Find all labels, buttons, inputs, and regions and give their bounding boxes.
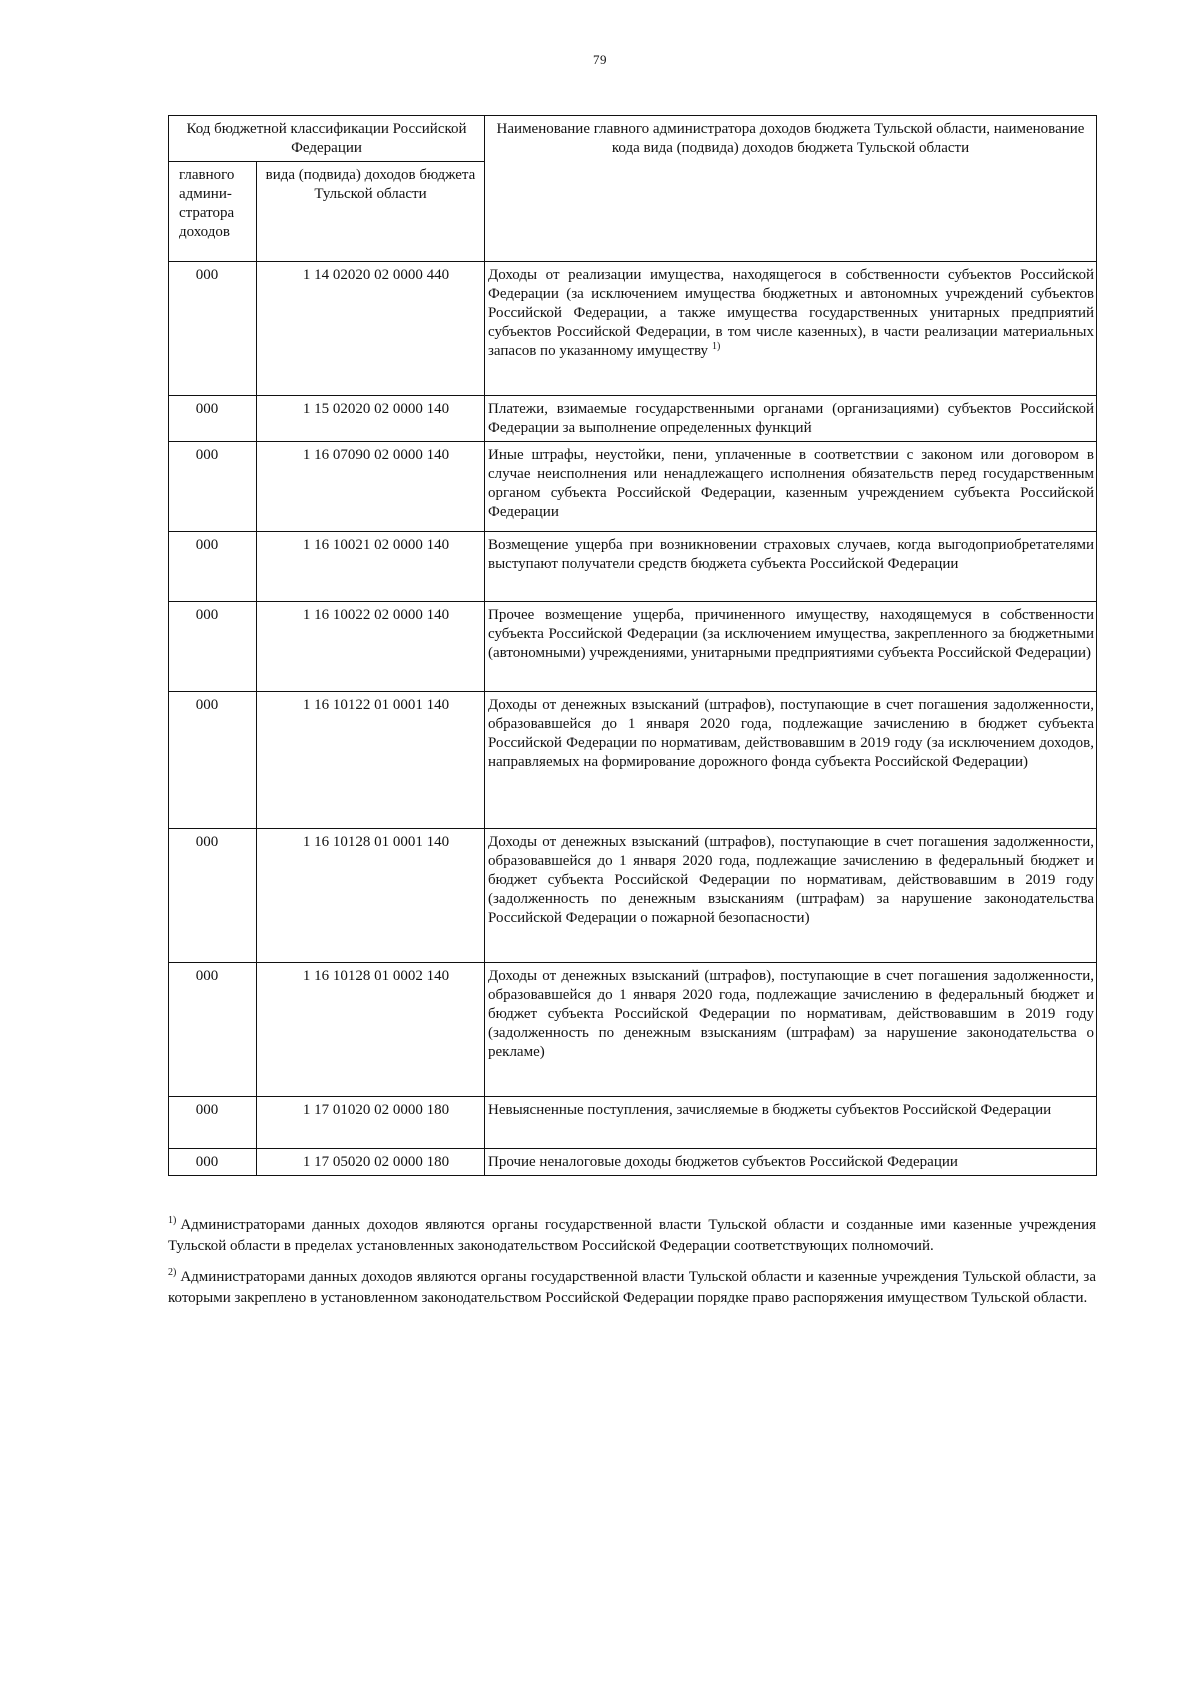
- table-row: [169, 1149, 1097, 1176]
- income-name-cell: Прочие неналоговые доходы бюджетов субъектов Российской Федерации: [485, 1149, 1097, 1176]
- income-code-cell: 1 17 05020 02 0000 180: [257, 1149, 485, 1176]
- header-income-type-code: вида (подвида) доходов бюджета Тульской области: [257, 162, 485, 262]
- admin-code-cell: 000: [169, 692, 257, 829]
- income-name-cell: [485, 262, 1097, 396]
- footnote-number: 2): [168, 1267, 177, 1278]
- admin-code-cell: 000: [169, 532, 257, 602]
- table-row: [169, 442, 1097, 532]
- table-row: [169, 963, 1097, 1097]
- admin-code-cell: 000: [169, 442, 257, 532]
- header-classification-code: Код бюджетной классификации Российской Федерации: [169, 116, 485, 162]
- table-row: [169, 1097, 1097, 1149]
- footnotes: [168, 1215, 1096, 1319]
- income-name-cell: Прочее возмещение ущерба, причиненного имуществу, находящемуся в собственности субъекта Российской Федерации (за исключением имущества, закрепленного за бюджетными (автономными) учреждениями, унитарными предприятиями субъекта Российской Федерации): [485, 602, 1097, 692]
- income-code-cell: 1 16 07090 02 0000 140: [257, 442, 485, 532]
- footnote-2: [168, 1267, 1096, 1309]
- page-number: 79: [593, 52, 607, 67]
- table-row: [169, 532, 1097, 602]
- income-name-cell: Доходы от денежных взысканий (штрафов), поступающие в счет погашения задолженности, образовавшейся до 1 января 2020 года, подлежащие зачислению в федеральный бюджет и бюджет субъекта Российской Федерации по нормативам, действовавшим в 2019 году (задолженность по денежным взысканиям (штрафам) за нарушение законодательства Российской Федерации о пожарной безопасности): [485, 829, 1097, 963]
- admin-code-cell: 000: [169, 963, 257, 1097]
- income-name-cell: Возмещение ущерба при возникновении страховых случаев, когда выгодоприобретателями выступают получатели средств бюджета субъекта Российской Федерации: [485, 532, 1097, 602]
- table-row: [169, 262, 1097, 396]
- header-main-administrator: главного админи-стратора доходов: [169, 162, 257, 262]
- income-name-cell: Невыясненные поступления, зачисляемые в бюджеты субъектов Российской Федерации: [485, 1097, 1097, 1149]
- table-row: [169, 829, 1097, 963]
- income-code-cell: 1 16 10021 02 0000 140: [257, 532, 485, 602]
- admin-code-cell: 000: [169, 396, 257, 442]
- footnote-text: Администраторами данных доходов являются органы государственной власти Тульской области и казенные учреждения Тульской области, за которыми закреплено в установленном законодательством Российской Федерации порядке право распоряжения имуществом Тульской области.: [168, 1269, 1096, 1306]
- income-name-text: Доходы от реализации имущества, находящегося в собственности субъектов Российской Федерации (за исключением имущества бюджетных и автономных учреждений субъектов Российской Федерации, а также имущества государственных унитарных предприятий субъектов Российской Федерации, в том числе казенных), в части реализации материальных запасов по указанному имуществу: [488, 267, 1094, 359]
- income-code-cell: 1 15 02020 02 0000 140: [257, 396, 485, 442]
- income-code-cell: 1 16 10128 01 0002 140: [257, 963, 485, 1097]
- footnote-reference: 1): [712, 341, 721, 352]
- admin-code-cell: 000: [169, 262, 257, 396]
- admin-code-cell: 000: [169, 829, 257, 963]
- admin-code-cell: 000: [169, 1097, 257, 1149]
- income-name-cell: Доходы от денежных взысканий (штрафов), поступающие в счет погашения задолженности, образовавшейся до 1 января 2020 года, подлежащие зачислению в федеральный бюджет и бюджет субъекта Российской Федерации по нормативам, действовавшим в 2019 году (задолженность по денежным взысканиям (штрафам) за нарушение законодательства о рекламе): [485, 963, 1097, 1097]
- footnote-text: Администраторами данных доходов являются органы государственной власти Тульской области и созданные ими казенные учреждения Тульской области в пределах установленных законодательством Российской Федерации соответствующих полномочий.: [168, 1217, 1096, 1254]
- budget-classification-table: [168, 115, 1097, 1176]
- income-code-cell: 1 17 01020 02 0000 180: [257, 1097, 485, 1149]
- footnote-number: 1): [168, 1215, 177, 1226]
- income-code-cell: 1 16 10022 02 0000 140: [257, 602, 485, 692]
- footnote-1: [168, 1215, 1096, 1257]
- income-name-cell: Иные штрафы, неустойки, пени, уплаченные в соответствии с законом или договором в случае неисполнения или ненадлежащего исполнения обязательств перед государственным органом субъекта Российской Федерации, казенным учреждением субъекта Российской Федерации: [485, 442, 1097, 532]
- income-code-cell: 1 14 02020 02 0000 440: [257, 262, 485, 396]
- income-code-cell: 1 16 10122 01 0001 140: [257, 692, 485, 829]
- admin-code-cell: 000: [169, 602, 257, 692]
- table-row: [169, 692, 1097, 829]
- header-administrator-name: Наименование главного администратора доходов бюджета Тульской области, наименование кода вида (подвида) доходов бюджета Тульской области: [485, 116, 1097, 262]
- admin-code-cell: 000: [169, 1149, 257, 1176]
- table-row: [169, 602, 1097, 692]
- income-name-cell: Доходы от денежных взысканий (штрафов), поступающие в счет погашения задолженности, образовавшейся до 1 января 2020 года, подлежащие зачислению в бюджет субъекта Российской Федерации по нормативам, действовавшим в 2019 году (за исключением доходов, направляемых на формирование дорожного фонда субъекта Российской Федерации): [485, 692, 1097, 829]
- income-code-cell: 1 16 10128 01 0001 140: [257, 829, 485, 963]
- table-row: [169, 396, 1097, 442]
- income-name-cell: Платежи, взимаемые государственными органами (организациями) субъектов Российской Федерации за выполнение определенных функций: [485, 396, 1097, 442]
- table-body: [169, 262, 1097, 1176]
